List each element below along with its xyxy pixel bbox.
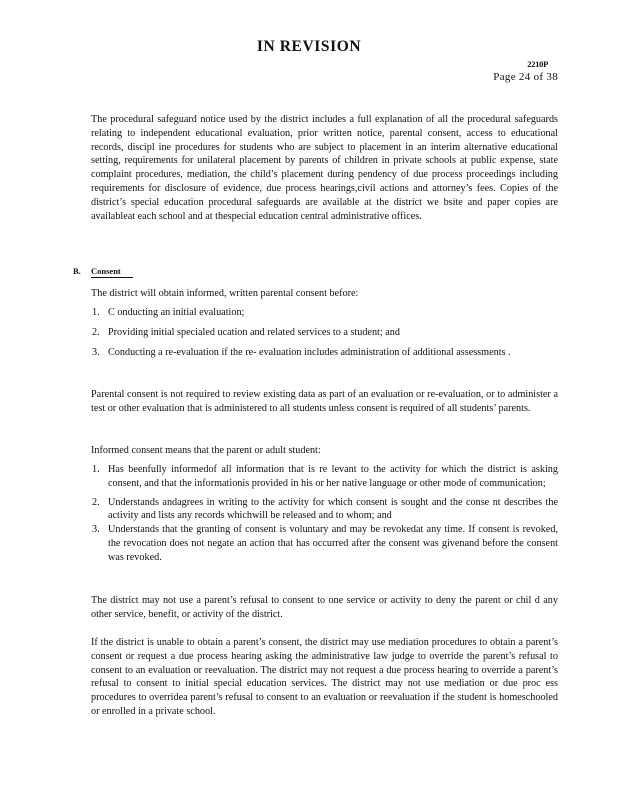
list-item-text: Providing initial specialed ucation and related services to a student; and	[108, 326, 400, 338]
list-item	[91, 326, 558, 340]
page-number: Page 24 of 38	[493, 71, 558, 83]
list-item-number: 3.	[92, 346, 100, 358]
consent-intro: The district will obtain informed, written parental consent before:	[91, 288, 359, 299]
list-item	[91, 306, 558, 320]
mediation-paragraph: If the district is unable to obtain a parent’s consent, the district may use mediation procedures to obtain a parent’s consent or request a due process hearing asking the administrative law judge to override the parent’s refusal to consent to an evaluation or reevaluation. The district may not request a due process hearing to override a parent’s refusal to consent to initial special education services. The district may not use mediation or due proc ess procedures to overridea parent’s refusal to consent to an evaluation or reevaluation if the student is homeschooled or enrolled in a private school.	[91, 637, 558, 717]
section-letter: B.	[73, 266, 81, 276]
consent-list	[91, 306, 558, 365]
list-item-text: Has beenfully informedof all information that is re levant to the activity for which the district is asking consent, and that the informationis provided in his or her native language or other mode of communication;	[108, 464, 558, 489]
list-item	[91, 496, 558, 524]
list-item-number: 2.	[92, 326, 100, 338]
list-item-number: 1.	[92, 464, 100, 475]
list-item-text: Understands andagrees in writing to the activity for which consent is sought and the conse nt describes the activity and lists any records whichwill be released and to whom; and	[108, 496, 558, 522]
list-item-text: Conducting a re-evaluation if the re- evaluation includes administration of additional assessments .	[108, 346, 511, 358]
informed-consent-list	[91, 463, 558, 565]
list-item	[91, 523, 558, 564]
list-item-text: C onducting an initial evaluation;	[108, 307, 245, 318]
policy-code: 2210P	[527, 59, 548, 69]
list-item-text: Understands that the granting of consent is voluntary and may be revokedat any time. If consent is revoked, the revocation does not negate an action that has occurred after the consent was givenand before the consent was revoked.	[108, 524, 558, 563]
list-item	[91, 463, 558, 491]
informed-consent-intro: Informed consent means that the parent or adult student:	[91, 445, 321, 456]
list-item-number: 3.	[92, 524, 100, 536]
list-item-number: 2.	[92, 496, 100, 508]
intro-paragraph: The procedural safeguard notice used by the district includes a full explanation of all the procedural safeguards relating to independent educational evaluation, prior written notice, parental consent, access to educational records, discipl ine procedures for students who are subject to placement in an interim alternative educational setting, requirements for unilateral placement by parents of children in private schools at public expense, state complaint procedures, mediation, the child’s placement during pendency of due process proceedings including requirements for disclosure of evidence, due process hearings,civil actions and attorney’s fees. Copies of the district’s special education procedural safeguards are available at the district we bsite and paper copies are availableat each school and at thespecial education central administrative offices.	[91, 114, 558, 222]
list-item-number: 1.	[92, 307, 100, 318]
section-title: Consent	[91, 266, 133, 278]
list-item	[91, 346, 558, 360]
revision-title: IN REVISION	[256, 38, 362, 55]
refusal-paragraph: The district may not use a parent’s refusal to consent to one service or activity to deny the parent or chil d any other service, benefit, or activity of the district.	[91, 595, 558, 620]
parental-consent-paragraph: Parental consent is not required to review existing data as part of an evaluation or re-evaluation, or to administer a test or other evaluation that is administered to all students unless consent is required of all students’ parents.	[91, 389, 558, 414]
